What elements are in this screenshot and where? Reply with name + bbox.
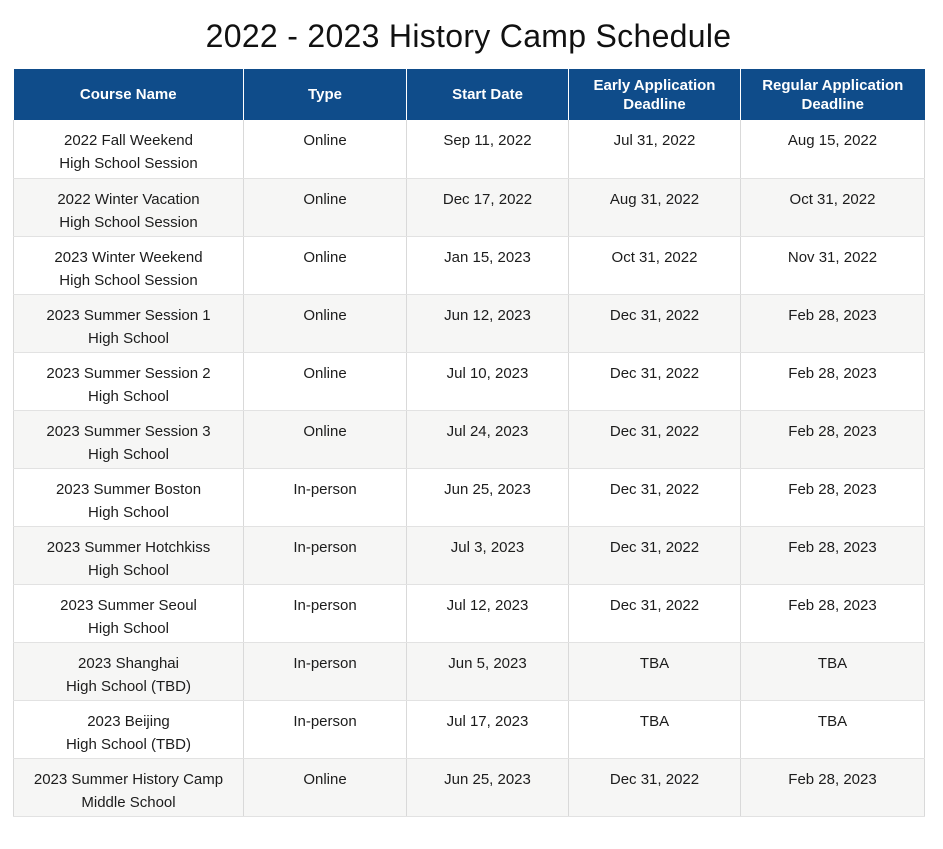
cell-type: Online: [244, 178, 407, 236]
cell-regular-deadline: Feb 28, 2023: [741, 410, 925, 468]
course-name-line: High School: [88, 503, 169, 521]
cell-type: In-person: [244, 642, 407, 700]
table-row: [14, 700, 925, 758]
cell-regular-deadline: Feb 28, 2023: [741, 584, 925, 642]
cell-type: Online: [244, 410, 407, 468]
cell-regular-deadline: Nov 31, 2022: [741, 236, 925, 294]
cell-course-name: [14, 178, 244, 236]
course-name-line: 2023 Beijing: [87, 712, 170, 730]
cell-start-date: Jul 10, 2023: [407, 352, 569, 410]
header-label: Type: [308, 86, 342, 103]
cell-start-date: Sep 11, 2022: [407, 120, 569, 178]
cell-start-date: Jul 24, 2023: [407, 410, 569, 468]
course-name-line: High School: [88, 561, 169, 579]
course-name-line: 2023 Summer Session 2: [46, 364, 211, 382]
course-name-line: High School Session: [59, 213, 198, 231]
table-row: [14, 584, 925, 642]
course-name-line: High School (TBD): [65, 735, 192, 753]
cell-regular-deadline: TBA: [741, 700, 925, 758]
header-label: Start Date: [452, 86, 523, 103]
header-label: Deadline: [623, 95, 686, 113]
course-name-line: 2022 Winter Vacation: [57, 190, 200, 208]
cell-type: In-person: [244, 526, 407, 584]
cell-type: Online: [244, 120, 407, 178]
cell-early-deadline: Jul 31, 2022: [569, 120, 741, 178]
cell-course-name: [14, 468, 244, 526]
page-title: 2022 - 2023 History Camp Schedule: [205, 18, 732, 54]
cell-start-date: Jun 25, 2023: [407, 758, 569, 816]
cell-regular-deadline: Feb 28, 2023: [741, 294, 925, 352]
header-label: Early Application: [593, 76, 716, 94]
cell-early-deadline: Dec 31, 2022: [569, 758, 741, 816]
course-name-line: High School Session: [59, 155, 198, 172]
cell-regular-deadline: Aug 15, 2022: [741, 120, 925, 178]
cell-course-name: [14, 236, 244, 294]
cell-start-date: Dec 17, 2022: [407, 178, 569, 236]
cell-course-name: [14, 584, 244, 642]
table-row: [14, 468, 925, 526]
table-row: [14, 410, 925, 468]
table-body: [14, 120, 925, 816]
course-name-line: 2023 Summer Seoul: [60, 596, 197, 614]
table-row: [14, 352, 925, 410]
course-name-line: High School Session: [59, 271, 198, 289]
cell-type: Online: [244, 236, 407, 294]
course-name-line: 2023 Winter Weekend: [54, 248, 203, 266]
header-label: Regular Application: [762, 76, 904, 94]
cell-start-date: Jul 17, 2023: [407, 700, 569, 758]
course-name-line: 2023 Summer Session 3: [46, 422, 211, 440]
header-type: [244, 69, 407, 120]
cell-early-deadline: Dec 31, 2022: [569, 410, 741, 468]
table-row: [14, 178, 925, 236]
cell-type: In-person: [244, 584, 407, 642]
cell-course-name: [14, 120, 244, 178]
course-name-line: High School: [88, 619, 169, 637]
cell-type: Online: [244, 758, 407, 816]
header-label: Course Name: [79, 86, 177, 103]
table-row: [14, 294, 925, 352]
cell-course-name: [14, 294, 244, 352]
table-row: [14, 642, 925, 700]
cell-start-date: Jul 12, 2023: [407, 584, 569, 642]
cell-early-deadline: Oct 31, 2022: [569, 236, 741, 294]
header-early-deadline: [569, 69, 741, 120]
cell-early-deadline: Dec 31, 2022: [569, 294, 741, 352]
course-name-line: 2023 Summer Session 1: [46, 306, 211, 324]
cell-early-deadline: TBA: [569, 700, 741, 758]
cell-course-name: [14, 526, 244, 584]
course-name-line: 2023 Summer History Camp: [33, 770, 224, 788]
cell-course-name: [14, 352, 244, 410]
course-name-line: 2023 Summer Boston: [55, 480, 202, 498]
cell-early-deadline: Dec 31, 2022: [569, 584, 741, 642]
cell-regular-deadline: TBA: [741, 642, 925, 700]
table-header: [14, 69, 925, 120]
course-name-line: High School: [88, 329, 169, 347]
course-name-line: Middle School: [81, 793, 176, 811]
course-name-line: High School: [88, 445, 169, 463]
cell-course-name: [14, 758, 244, 816]
cell-early-deadline: Dec 31, 2022: [569, 352, 741, 410]
cell-start-date: Jun 25, 2023: [407, 468, 569, 526]
cell-course-name: [14, 642, 244, 700]
cell-early-deadline: Dec 31, 2022: [569, 468, 741, 526]
table-row: [14, 120, 925, 178]
cell-type: Online: [244, 294, 407, 352]
schedule-table: [13, 69, 925, 817]
header-course-name: [14, 69, 244, 120]
cell-type: Online: [244, 352, 407, 410]
cell-early-deadline: TBA: [569, 642, 741, 700]
cell-start-date: Jul 3, 2023: [407, 526, 569, 584]
cell-start-date: Jun 5, 2023: [407, 642, 569, 700]
course-name-line: High School (TBD): [65, 677, 192, 695]
course-name-line: 2023 Shanghai: [78, 654, 179, 672]
header-row: [14, 69, 925, 120]
cell-early-deadline: Aug 31, 2022: [569, 178, 741, 236]
cell-start-date: Jan 15, 2023: [407, 236, 569, 294]
course-name-line: High School: [88, 387, 169, 405]
cell-course-name: [14, 410, 244, 468]
course-name-line: 2022 Fall Weekend: [64, 132, 193, 149]
header-regular-deadline: [741, 69, 925, 120]
header-label: Deadline: [801, 95, 865, 113]
cell-course-name: [14, 700, 244, 758]
course-name-line: 2023 Summer Hotchkiss: [46, 538, 211, 556]
cell-regular-deadline: Oct 31, 2022: [741, 178, 925, 236]
cell-type: In-person: [244, 700, 407, 758]
cell-regular-deadline: Feb 28, 2023: [741, 352, 925, 410]
table-row: [14, 526, 925, 584]
header-start-date: [407, 69, 569, 120]
cell-regular-deadline: Feb 28, 2023: [741, 526, 925, 584]
cell-start-date: Jun 12, 2023: [407, 294, 569, 352]
table-row: [14, 758, 925, 816]
table-row: [14, 236, 925, 294]
cell-regular-deadline: Feb 28, 2023: [741, 758, 925, 816]
cell-type: In-person: [244, 468, 407, 526]
cell-early-deadline: Dec 31, 2022: [569, 526, 741, 584]
cell-regular-deadline: Feb 28, 2023: [741, 468, 925, 526]
